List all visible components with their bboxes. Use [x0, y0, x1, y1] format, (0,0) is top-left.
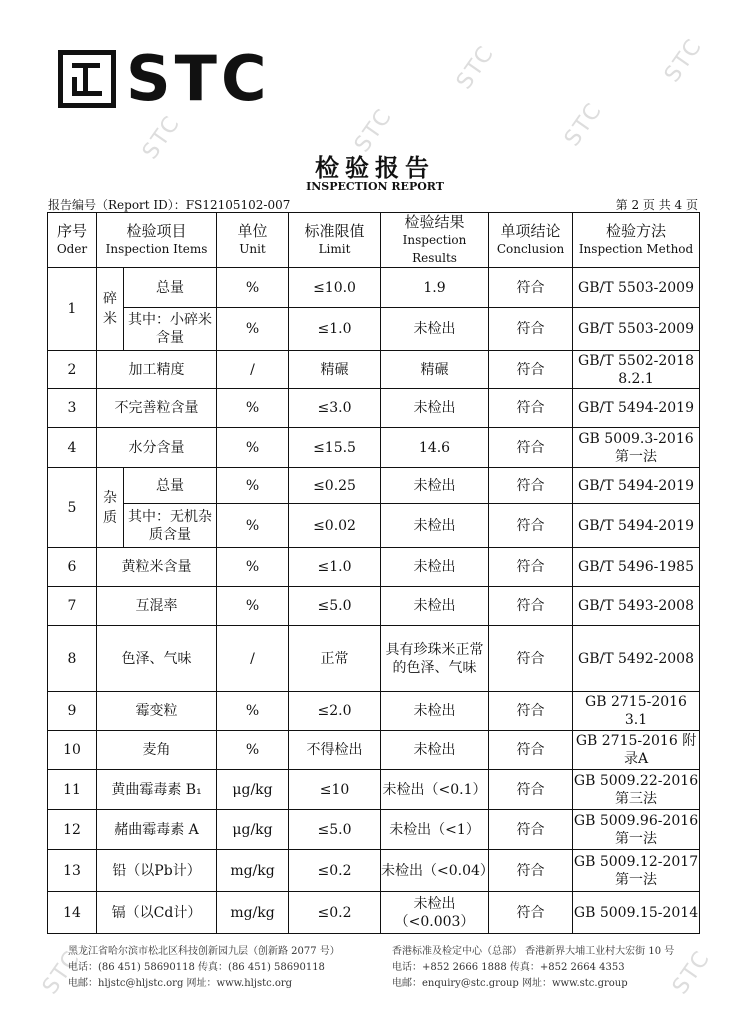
- table-row: [48, 731, 700, 770]
- unit-cell: %: [217, 268, 289, 308]
- item-cell: 总量: [124, 268, 217, 308]
- item-cell: 互混率: [97, 587, 217, 626]
- limit-cell: ≤3.0: [289, 389, 381, 428]
- watermark: STC: [667, 945, 716, 1000]
- row-number: 6: [48, 548, 97, 587]
- conclusion-cell: 符合: [489, 428, 573, 468]
- conclusion-cell: 符合: [489, 351, 573, 389]
- unit-cell: %: [217, 731, 289, 770]
- unit-cell: /: [217, 626, 289, 692]
- method-cell: GB 2715-2016 3.1: [573, 692, 700, 731]
- row-number: 1: [48, 268, 97, 351]
- header-cell: 检验方法 Inspection Method: [573, 213, 700, 268]
- limit-cell: 精碾: [289, 351, 381, 389]
- conclusion-cell: 符合: [489, 587, 573, 626]
- method-cell: GB/T 5493-2008: [573, 587, 700, 626]
- conclusion-cell: 符合: [489, 626, 573, 692]
- watermark: STC: [137, 110, 186, 165]
- table-row: [48, 389, 700, 428]
- method-cell: GB/T 5494-2019: [573, 468, 700, 504]
- row-number: 3: [48, 389, 97, 428]
- item-cell: 黄粒米含量: [97, 548, 217, 587]
- item-cell: 麦角: [97, 731, 217, 770]
- item-cell: 色泽、气味: [97, 626, 217, 692]
- table-row: [48, 268, 700, 308]
- header-cell: 标准限值 Limit: [289, 213, 381, 268]
- row-number: 9: [48, 692, 97, 731]
- footer-left: [68, 944, 340, 992]
- watermark: STC: [349, 103, 398, 158]
- unit-cell: mg/kg: [217, 850, 289, 892]
- footer-right-email: 电邮：enquiry@stc.group 网址：www.stc.group: [392, 978, 628, 989]
- limit-cell: ≤15.5: [289, 428, 381, 468]
- result-cell: 未检出（<1）: [381, 810, 489, 850]
- method-cell: GB 5009.22-2016 第三法: [573, 770, 700, 810]
- table-row: [48, 548, 700, 587]
- unit-cell: %: [217, 308, 289, 351]
- item-cell: 加工精度: [97, 351, 217, 389]
- unit-cell: μg/kg: [217, 810, 289, 850]
- result-cell: 具有珍珠米正常的色泽、气味: [381, 626, 489, 692]
- result-cell: 未检出（<0.003）: [381, 892, 489, 934]
- item-cell: 其中：小碎米含量: [124, 308, 217, 351]
- stc-logo-mark-icon: [58, 50, 116, 108]
- limit-cell: ≤0.2: [289, 892, 381, 934]
- conclusion-cell: 符合: [489, 692, 573, 731]
- method-cell: GB 5009.15-2014: [573, 892, 700, 934]
- footer-left-phone: 电话：(86 451) 58690118 传真：(86 451) 58690118: [68, 962, 325, 973]
- conclusion-cell: 符合: [489, 731, 573, 770]
- method-cell: GB 2715-2016 附录A: [573, 731, 700, 770]
- limit-cell: ≤1.0: [289, 548, 381, 587]
- footer-right-address: 香港标准及检定中心（总部） 香港新界大埔工业村大宏街 10 号: [392, 946, 675, 957]
- table-row: [48, 468, 700, 504]
- table-row: [48, 351, 700, 389]
- result-cell: 未检出: [381, 731, 489, 770]
- limit-cell: ≤0.2: [289, 850, 381, 892]
- unit-cell: %: [217, 389, 289, 428]
- method-cell: GB 5009.12-2017 第一法: [573, 850, 700, 892]
- table-header-row: [48, 213, 700, 268]
- conclusion-cell: 符合: [489, 892, 573, 934]
- unit-cell: μg/kg: [217, 770, 289, 810]
- method-cell: GB/T 5496-1985: [573, 548, 700, 587]
- method-cell: GB/T 5503-2009: [573, 308, 700, 351]
- header-cell: 序号 Oder: [48, 213, 97, 268]
- result-cell: 未检出: [381, 389, 489, 428]
- item-cell: 霉变粒: [97, 692, 217, 731]
- limit-cell: 正常: [289, 626, 381, 692]
- table-row: [48, 850, 700, 892]
- row-number: 10: [48, 731, 97, 770]
- row-number: 4: [48, 428, 97, 468]
- header-cell: 单项结论 Conclusion: [489, 213, 573, 268]
- table-row: [48, 692, 700, 731]
- watermark: STC: [37, 945, 86, 1000]
- item-group-label: 碎米: [97, 268, 124, 351]
- report-title: 检验报告: [315, 154, 435, 182]
- limit-cell: ≤5.0: [289, 587, 381, 626]
- item-cell: 镉（以Cd计）: [97, 892, 217, 934]
- item-cell: 总量: [124, 468, 217, 504]
- row-number: 12: [48, 810, 97, 850]
- unit-cell: %: [217, 504, 289, 548]
- unit-cell: %: [217, 468, 289, 504]
- watermark: STC: [451, 40, 500, 95]
- watermark: STC: [559, 97, 608, 152]
- item-cell: 水分含量: [97, 428, 217, 468]
- result-cell: 未检出: [381, 692, 489, 731]
- footer-left-address: 黑龙江省哈尔滨市松北区科技创新园九层（创新路 2077 号）: [68, 946, 340, 957]
- table-row: [48, 892, 700, 934]
- item-cell: 其中：无机杂质含量: [124, 504, 217, 548]
- inspection-table: [47, 212, 700, 934]
- conclusion-cell: 符合: [489, 268, 573, 308]
- result-cell: 未检出: [381, 504, 489, 548]
- conclusion-cell: 符合: [489, 810, 573, 850]
- limit-cell: ≤1.0: [289, 308, 381, 351]
- table-row: [48, 626, 700, 692]
- conclusion-cell: 符合: [489, 504, 573, 548]
- watermark: STC: [659, 33, 708, 88]
- table-row: [48, 810, 700, 850]
- result-cell: 未检出: [381, 468, 489, 504]
- limit-cell: ≤2.0: [289, 692, 381, 731]
- unit-cell: %: [217, 587, 289, 626]
- conclusion-cell: 符合: [489, 770, 573, 810]
- row-number: 2: [48, 351, 97, 389]
- row-number: 13: [48, 850, 97, 892]
- limit-cell: ≤10.0: [289, 268, 381, 308]
- report-id: 报告编号（Report ID）：FS12105102-007: [48, 198, 291, 212]
- method-cell: GB/T 5502-2018 8.2.1: [573, 351, 700, 389]
- method-cell: GB/T 5494-2019: [573, 389, 700, 428]
- result-cell: 未检出: [381, 308, 489, 351]
- conclusion-cell: 符合: [489, 389, 573, 428]
- page-info: 第 2 页 共 4 页: [615, 198, 698, 212]
- table-row: [48, 504, 700, 548]
- limit-cell: ≤0.02: [289, 504, 381, 548]
- logo-text: STC: [126, 42, 271, 115]
- item-cell: 铅（以Pb计）: [97, 850, 217, 892]
- footer-right-phone: 电话：+852 2666 1888 传真：+852 2664 4353: [392, 962, 625, 973]
- result-cell: 1.9: [381, 268, 489, 308]
- unit-cell: %: [217, 428, 289, 468]
- item-cell: 黄曲霉毒素 B₁: [97, 770, 217, 810]
- limit-cell: ≤5.0: [289, 810, 381, 850]
- result-cell: 未检出（<0.1）: [381, 770, 489, 810]
- result-cell: 未检出: [381, 587, 489, 626]
- unit-cell: %: [217, 692, 289, 731]
- row-number: 5: [48, 468, 97, 548]
- limit-cell: 不得检出: [289, 731, 381, 770]
- unit-cell: %: [217, 548, 289, 587]
- table-row: [48, 587, 700, 626]
- item-group-label: 杂质: [97, 468, 124, 548]
- method-cell: GB/T 5503-2009: [573, 268, 700, 308]
- stc-logo: [58, 42, 271, 115]
- item-cell: 赭曲霉毒素 A: [97, 810, 217, 850]
- result-cell: 未检出（<0.04）: [381, 850, 489, 892]
- row-number: 14: [48, 892, 97, 934]
- footer-left-email: 电邮：hljstc@hljstc.org 网址：www.hljstc.org: [68, 978, 293, 989]
- method-cell: GB 5009.3-2016 第一法: [573, 428, 700, 468]
- result-cell: 精碾: [381, 351, 489, 389]
- header-cell: 单位 Unit: [217, 213, 289, 268]
- row-number: 8: [48, 626, 97, 692]
- table-row: [48, 308, 700, 351]
- method-cell: GB 5009.96-2016 第一法: [573, 810, 700, 850]
- method-cell: GB/T 5492-2008: [573, 626, 700, 692]
- result-cell: 未检出: [381, 548, 489, 587]
- method-cell: GB/T 5494-2019: [573, 504, 700, 548]
- item-cell: 不完善粒含量: [97, 389, 217, 428]
- report-subtitle: INSPECTION REPORT: [306, 180, 444, 193]
- limit-cell: ≤0.25: [289, 468, 381, 504]
- table-row: [48, 770, 700, 810]
- header-cell: 检验项目 Inspection Items: [97, 213, 217, 268]
- row-number: 11: [48, 770, 97, 810]
- footer-right: [392, 944, 674, 992]
- result-cell: 14.6: [381, 428, 489, 468]
- conclusion-cell: 符合: [489, 308, 573, 351]
- conclusion-cell: 符合: [489, 468, 573, 504]
- conclusion-cell: 符合: [489, 548, 573, 587]
- header-cell: 检验结果 Inspection Results: [381, 213, 489, 268]
- unit-cell: mg/kg: [217, 892, 289, 934]
- table-row: [48, 428, 700, 468]
- conclusion-cell: 符合: [489, 850, 573, 892]
- limit-cell: ≤10: [289, 770, 381, 810]
- row-number: 7: [48, 587, 97, 626]
- unit-cell: /: [217, 351, 289, 389]
